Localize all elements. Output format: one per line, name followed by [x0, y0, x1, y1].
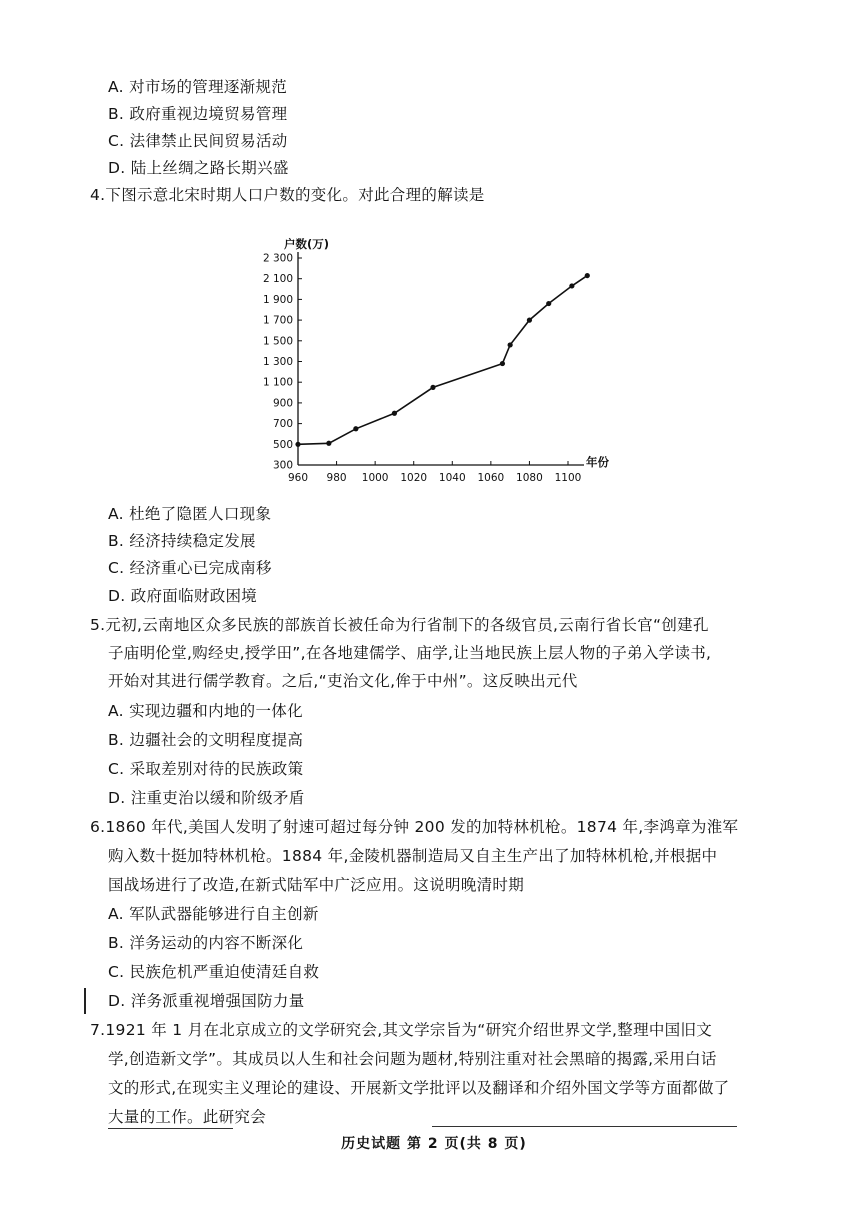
q5-option-b: B. 边疆社会的文明程度提高: [108, 731, 304, 749]
q6-option-a: A. 军队武器能够进行自主创新: [108, 905, 319, 923]
y-tick-label: 1 300: [262, 356, 293, 368]
data-point: [392, 411, 397, 416]
q3-option-b: B. 政府重视边境贸易管理: [108, 105, 288, 123]
q6-option-d: D. 洋务派重视增强国防力量: [108, 992, 305, 1010]
data-point: [546, 301, 551, 306]
q5-option-c: C. 采取差别对待的民族政策: [108, 760, 304, 778]
q6-option-c: C. 民族危机严重迫使清廷自救: [108, 963, 320, 981]
underline-rule-left: [108, 1128, 233, 1129]
x-axis-title: 年份: [586, 455, 609, 469]
y-tick-label: 2 100: [262, 273, 293, 286]
data-point: [430, 385, 435, 390]
q3-option-d: D. 陆上丝绸之路长期兴盛: [108, 159, 289, 177]
y-tick-label: 900: [272, 397, 293, 410]
q5-stem-line-2: 子庙明伦堂,购经史,授学田”,在各地建儒学、庙学,让当地民族上层人物的子弟入学读书,: [108, 644, 712, 662]
q5-option-d: D. 注重吏治以缓和阶级矛盾: [108, 789, 305, 807]
q6-option-b: B. 洋务运动的内容不断深化: [108, 934, 304, 952]
q6-stem-line-1: 6.1860 年代,美国人发明了射速可超过每分钟 200 发的加特林机枪。1874 年,李鸿章为淮军: [90, 818, 739, 836]
y-tick-label: 2 300: [262, 252, 293, 265]
y-tick-label: 300: [272, 459, 293, 472]
data-point: [500, 361, 505, 366]
y-tick-label: 1 900: [262, 293, 293, 306]
q7-stem-line-2: 学,创造新文学”。其成员以人生和社会问题为题材,特别注重对社会黑暗的揭露,采用白话: [108, 1050, 717, 1068]
q7-stem-line-1: 7.1921 年 1 月在北京成立的文学研究会,其文学宗旨为“研究介绍世界文学,整理中国旧文: [90, 1021, 713, 1039]
q6-stem-line-2: 购入数十挺加特林机枪。1884 年,金陵机器制造局又自主生产出了加特林机枪,并根据中: [108, 847, 718, 865]
q4-option-a: A. 杜绝了隐匿人口现象: [108, 505, 272, 523]
q5-option-a: A. 实现边疆和内地的一体化: [108, 702, 303, 720]
y-tick-label: 1 100: [262, 376, 293, 389]
q4-option-b: B. 经济持续稳定发展: [108, 532, 256, 550]
y-tick-label: 1 500: [262, 335, 293, 348]
x-tick-label: 1020: [400, 472, 428, 484]
q3-option-c: C. 法律禁止民间贸易活动: [108, 132, 288, 150]
q7-stem-line-4: 大量的工作。此研究会: [108, 1108, 267, 1126]
scan-artifact-mark: [84, 988, 86, 1014]
data-point: [295, 442, 300, 447]
data-point: [326, 441, 331, 446]
y-axis-title: 户数(万): [284, 237, 330, 251]
y-tick-label: 700: [272, 418, 293, 431]
data-point: [585, 273, 590, 278]
data-point: [353, 426, 358, 431]
y-tick-label: 500: [272, 438, 293, 451]
page-footer: 历史试题 第 2 页(共 8 页): [341, 1136, 527, 1152]
q4-stem: 4.下图示意北宋时期人口户数的变化。对此合理的解读是: [90, 186, 485, 204]
x-tick-label: 960: [287, 472, 309, 484]
x-tick-label: 1100: [554, 472, 582, 484]
data-point: [508, 342, 513, 347]
x-tick-label: 1060: [477, 472, 505, 484]
q5-stem-line-1: 5.元初,云南地区众多民族的部族首长被任命为行省制下的各级官员,云南行省长官“创建孔: [90, 616, 709, 634]
data-point: [527, 318, 532, 323]
series-line: [298, 276, 587, 445]
data-point: [569, 283, 574, 288]
q6-stem-line-3: 国战场进行了改造,在新式陆军中广泛应用。这说明晚清时期: [108, 876, 525, 894]
x-tick-label: 1080: [516, 472, 543, 484]
underline-rule-right: [432, 1126, 737, 1127]
y-tick-label: 1 700: [262, 314, 293, 327]
q4-option-d: D. 政府面临财政困境: [108, 587, 258, 605]
population-line-chart: [258, 222, 618, 490]
q7-stem-line-3: 文的形式,在现实主义理论的建设、开展新文学批评以及翻译和介绍外国文学等方面都做了: [108, 1079, 730, 1097]
x-tick-label: 980: [326, 472, 347, 484]
q3-option-a: A. 对市场的管理逐渐规范: [108, 78, 288, 96]
q5-stem-line-3: 开始对其进行儒学教育。之后,“吏治文化,侔于中州”。这反映出元代: [108, 672, 578, 690]
q4-option-c: C. 经济重心已完成南移: [108, 559, 272, 577]
x-tick-label: 1000: [361, 472, 389, 484]
x-tick-label: 1040: [438, 472, 466, 484]
